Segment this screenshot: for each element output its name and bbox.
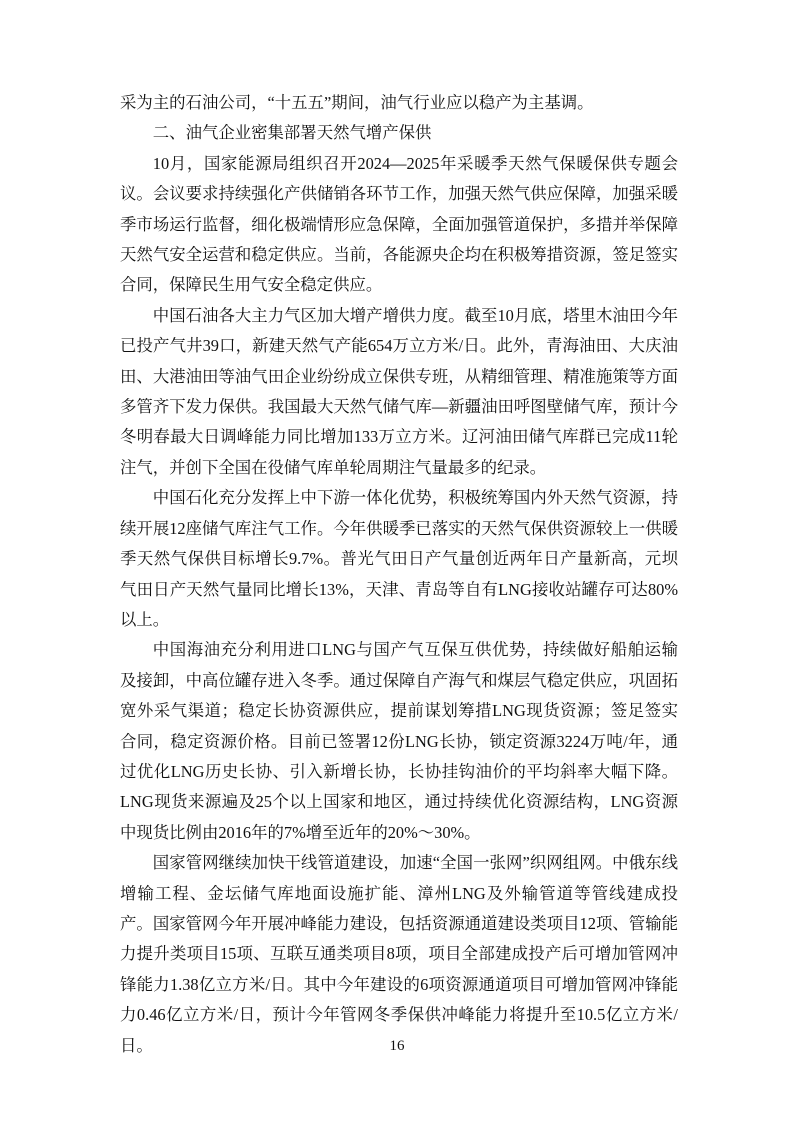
continued-paragraph: 采为主的石油公司，“十五五”期间，油气行业应以稳产为主基调。 [120, 93, 594, 112]
paragraph-cnooc: 中国海油充分利用进口LNG与国产气互保互供优势，持续做好船舶运输及接卸，中高位罐存进入冬季。通过保障自产海气和煤层气稳定供应，巩固拓宽外采气渠道；稳定长协资源供应，提前谋划筹措LNG现货资源；签足签实合同，稳定资源价格。目前已签署12份LNG长协，锁定资源3224万吨/年，通过优化LNG历史长协、引入新增长协，长协挂钩油价的平均斜率大幅下降。LNG现货来源遍及25个以上国家和地区，通过持续优化资源结构，LNG资源中现货比例由2016年的7%增至近年的20%～30%。 [120, 640, 678, 842]
paragraph-energy-bureau-meeting: 10月，国家能源局组织召开2024—2025年采暖季天然气保暖保供专题会议。会议要求持续强化产供储销各环节工作，加强天然气供应保障，加强采暖季市场运行监督，细化极端情形应急保障，全面加强管道保护，多措并举保障天然气安全运营和稳定供应。当前，各能源央企均在积极筹措资源，签足签实合同，保障民生用气安全稳定供应。 [120, 153, 678, 295]
section-heading: 二、油气企业密集部署天然气增产保供 [152, 123, 432, 143]
paragraph-sinopec: 中国石化充分发挥上中下游一体化优势，积极统筹国内外天然气资源，持续开展12座储气库注气工作。今年供暖季已落实的天然气保供资源较上一供暖季天然气保供目标增长9.7%。普光气田日产气量创近两年日产量新高，元坝气田日产天然气量同比增长13%，天津、青岛等自有LNG接收站罐存可达80%以上。 [120, 488, 678, 629]
paragraph-petrochina: 中国石油各大主力气区加大增产增供力度。截至10月底，塔里木油田今年已投产气井39口，新建天然气产能654万立方米/日。此外，青海油田、大庆油田、大港油田等油气田企业纷纷成立保供专班，从精细管理、精准施策等方面多管齐下发力保供。我国最大天然气储气库—新疆油田呼图壁储气库，预计今冬明春最大日调峰能力同比增加133万立方米。辽河油田储气库群已完成11轮注气，并创下全国在役储气库单轮周期注气量最多的纪录。 [120, 305, 678, 477]
page-body [120, 88, 678, 1061]
paragraph-pipechina: 国家管网继续加快干线管道建设，加速“全国一张网”织网组网。中俄东线增输工程、金坛储气库地面设施扩能、漳州LNG及外输管道等管线建成投产。国家管网今年开展冲峰能力建设，包括资源通道建设类项目12项、管输能力提升类项目15项、互联互通类项目8项，项目全部建成投产后可增加管网冲锋能力1.38亿立方米/日。其中今年建设的6项资源通道项目可增加管网冲锋能力0.46亿立方米/日，预计今年管网冬季保供冲峰能力将提升至10.5亿立方米/日。 [120, 853, 678, 1055]
page-number: 16 [389, 1038, 405, 1054]
